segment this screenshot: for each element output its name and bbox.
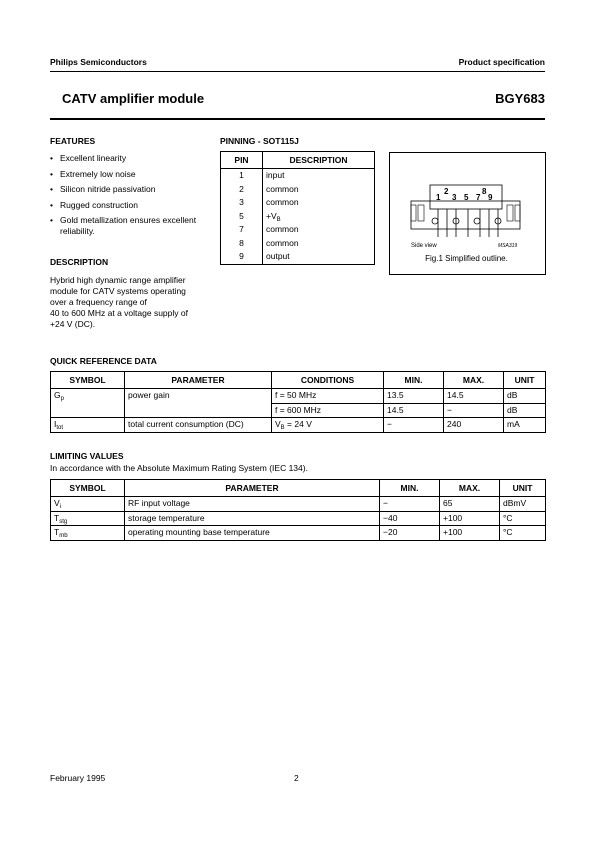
table-row: $V_i$ RF input voltage − 65 dBmV	[51, 497, 546, 512]
table-row: 5 $+V_B$	[221, 210, 375, 224]
company-name: Philips Semiconductors	[50, 57, 147, 67]
column-header: MIN.	[380, 480, 440, 497]
list-item: • Extremely low noise	[50, 168, 136, 179]
limiting-intro: In accordance with the Absolute Maximum Rating System (IEC 134).	[50, 463, 308, 473]
side-view-label: Side view	[411, 243, 437, 249]
document-type: Product specification	[458, 57, 545, 67]
description-column-header: DESCRIPTION	[263, 152, 375, 169]
column-header: CONDITIONS	[272, 372, 384, 389]
title-rule	[50, 118, 545, 120]
pin-label: 5	[464, 193, 469, 202]
pin-column-header: PIN	[221, 152, 263, 169]
column-header: UNIT	[504, 372, 546, 389]
limiting-table	[50, 479, 546, 541]
pin-label: 1	[436, 193, 441, 202]
table-row: f = 600 MHz 14.5 − dB	[51, 403, 546, 418]
column-header: MAX.	[440, 480, 500, 497]
column-header: MIN.	[384, 372, 444, 389]
features-list	[50, 153, 210, 242]
table-row: 9 output	[221, 250, 375, 264]
footer-date: February 1995	[50, 773, 106, 783]
column-header: PARAMETER	[125, 480, 380, 497]
pin-label: 7	[476, 193, 481, 202]
pinning-heading: PINNING - SOT115J	[220, 136, 299, 146]
column-header: UNIT	[500, 480, 546, 497]
limiting-heading: LIMITING VALUES	[50, 451, 124, 461]
column-header: MAX.	[444, 372, 504, 389]
list-item: • Excellent linearity	[50, 153, 127, 163]
header-rule	[50, 71, 545, 72]
list-item: • Gold metallization ensures excellent reliability.	[50, 215, 197, 236]
table-row: 8 common	[221, 237, 375, 251]
qrd-heading: QUICK REFERENCE DATA	[50, 356, 157, 366]
list-item: • Silicon nitride passivation	[50, 184, 156, 194]
table-row: 1 input	[221, 169, 375, 183]
page-number: 2	[294, 773, 299, 783]
figure-caption: Fig.1 Simplified outline.	[425, 254, 508, 263]
table-row: $T_{stg}$ storage temperature −40 +100 °C	[51, 511, 546, 526]
part-number: BGY683	[495, 91, 545, 106]
table-row: $T_{mb}$ operating mounting base temperature −20 +100 °C	[51, 526, 546, 541]
list-item: • Rugged construction	[50, 199, 138, 210]
pin-label: 2	[444, 187, 449, 196]
column-header: PARAMETER	[125, 372, 272, 389]
pin-label: 3	[452, 193, 457, 202]
pinning-table	[220, 151, 375, 265]
table-row: $I_{tot}$ total current consumption (DC) $V_B = 24$ V − 240 mA	[51, 418, 546, 433]
table-row: $G_p$ power gain f = 50 MHz 13.5 14.5 dB	[51, 389, 546, 404]
column-header: SYMBOL	[51, 372, 125, 389]
description-text: Hybrid high dynamic range amplifier module for CATV systems operating over a frequency range of 40 to 600 MHz at a voltage supply of +24 V (DC).	[50, 275, 188, 329]
figure-code: MSA319	[498, 243, 518, 249]
features-heading: FEATURES	[50, 136, 96, 146]
table-row: 3 common	[221, 196, 375, 210]
qrd-table	[50, 371, 546, 433]
pin-label: 9	[488, 193, 493, 202]
table-row: 7 common	[221, 223, 375, 237]
pin-label: 8	[482, 187, 487, 196]
column-header: SYMBOL	[51, 480, 125, 497]
table-row: 2 common	[221, 183, 375, 197]
description-heading: DESCRIPTION	[50, 257, 109, 267]
page-title: CATV amplifier module	[62, 91, 205, 106]
